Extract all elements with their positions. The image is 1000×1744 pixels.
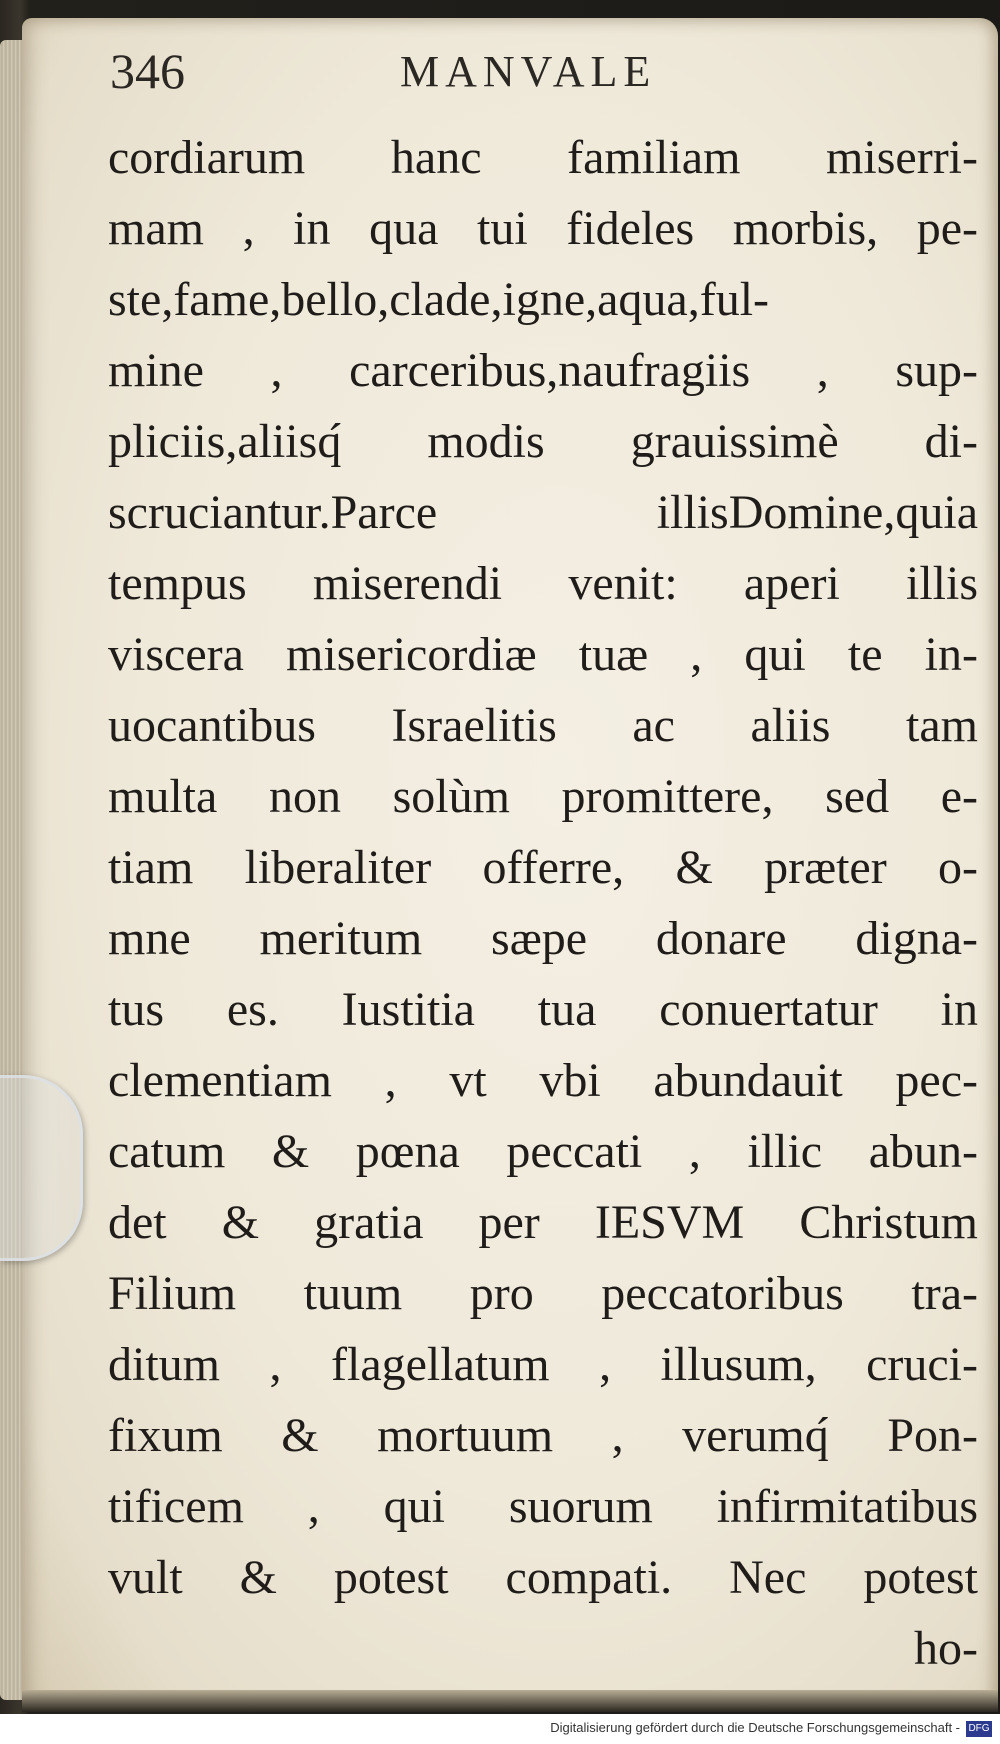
- text-line: vult & potest compati. Nec potest: [108, 1551, 978, 1604]
- body-text: [108, 122, 978, 1684]
- page-clip: [0, 1075, 83, 1261]
- text-line: multa non solùm promittere, sed e-: [108, 770, 978, 823]
- text-line: viscera misericordiæ tuæ , qui te in-: [108, 628, 978, 681]
- text-line: mam , in qua tui fideles morbis, pe-: [108, 202, 978, 255]
- page-header: [110, 42, 970, 102]
- text-line: tempus miserendi venit: aperi illis: [108, 557, 978, 610]
- text-line: fixum & mortuum , verumq́ Pon-: [108, 1409, 978, 1462]
- text-line: clementiam , vt vbi abundauit pec-: [108, 1054, 978, 1107]
- page-number: 346: [110, 43, 185, 99]
- text-line: pliciis,aliisq́ modis grauissimè di-: [108, 415, 978, 468]
- funding-credit: Digitalisierung gefördert durch die Deutsche Forschungsgemeinschaft -: [550, 1720, 960, 1735]
- text-line: Filium tuum pro peccatoribus tra-: [108, 1267, 978, 1320]
- page-bottom-shadow: [22, 1690, 998, 1712]
- text-line: ditum , flagellatum , illusum, cruci-: [108, 1338, 978, 1391]
- text-line: mne meritum sæpe donare digna-: [108, 912, 978, 965]
- running-head: MANVALE: [400, 47, 657, 96]
- text-line: tus es. Iustitia tua conuertatur in: [108, 983, 978, 1036]
- digitization-footer: [0, 1714, 1000, 1744]
- text-line: tiam liberaliter offerre, & præter o-: [108, 841, 978, 894]
- text-line: mine , carceribus,naufragiis , sup-: [108, 344, 978, 397]
- text-line: uocantibus Israelitis ac aliis tam: [108, 699, 978, 752]
- catchword: ho-: [914, 1622, 978, 1675]
- text-line: det & gratia per IESVM Christum: [108, 1196, 978, 1249]
- dfg-logo: DFG: [966, 1721, 992, 1737]
- text-line: catum & pœna peccati , illic abun-: [108, 1125, 978, 1178]
- text-line: tificem , qui suorum infirmitatibus: [108, 1480, 978, 1533]
- text-line: scruciantur.Parce illisDomine,quia: [108, 486, 978, 539]
- text-line: ste,fame,bello,clade,igne,aqua,ful-: [108, 273, 770, 326]
- text-line: cordiarum hanc familiam miserri-: [108, 131, 978, 184]
